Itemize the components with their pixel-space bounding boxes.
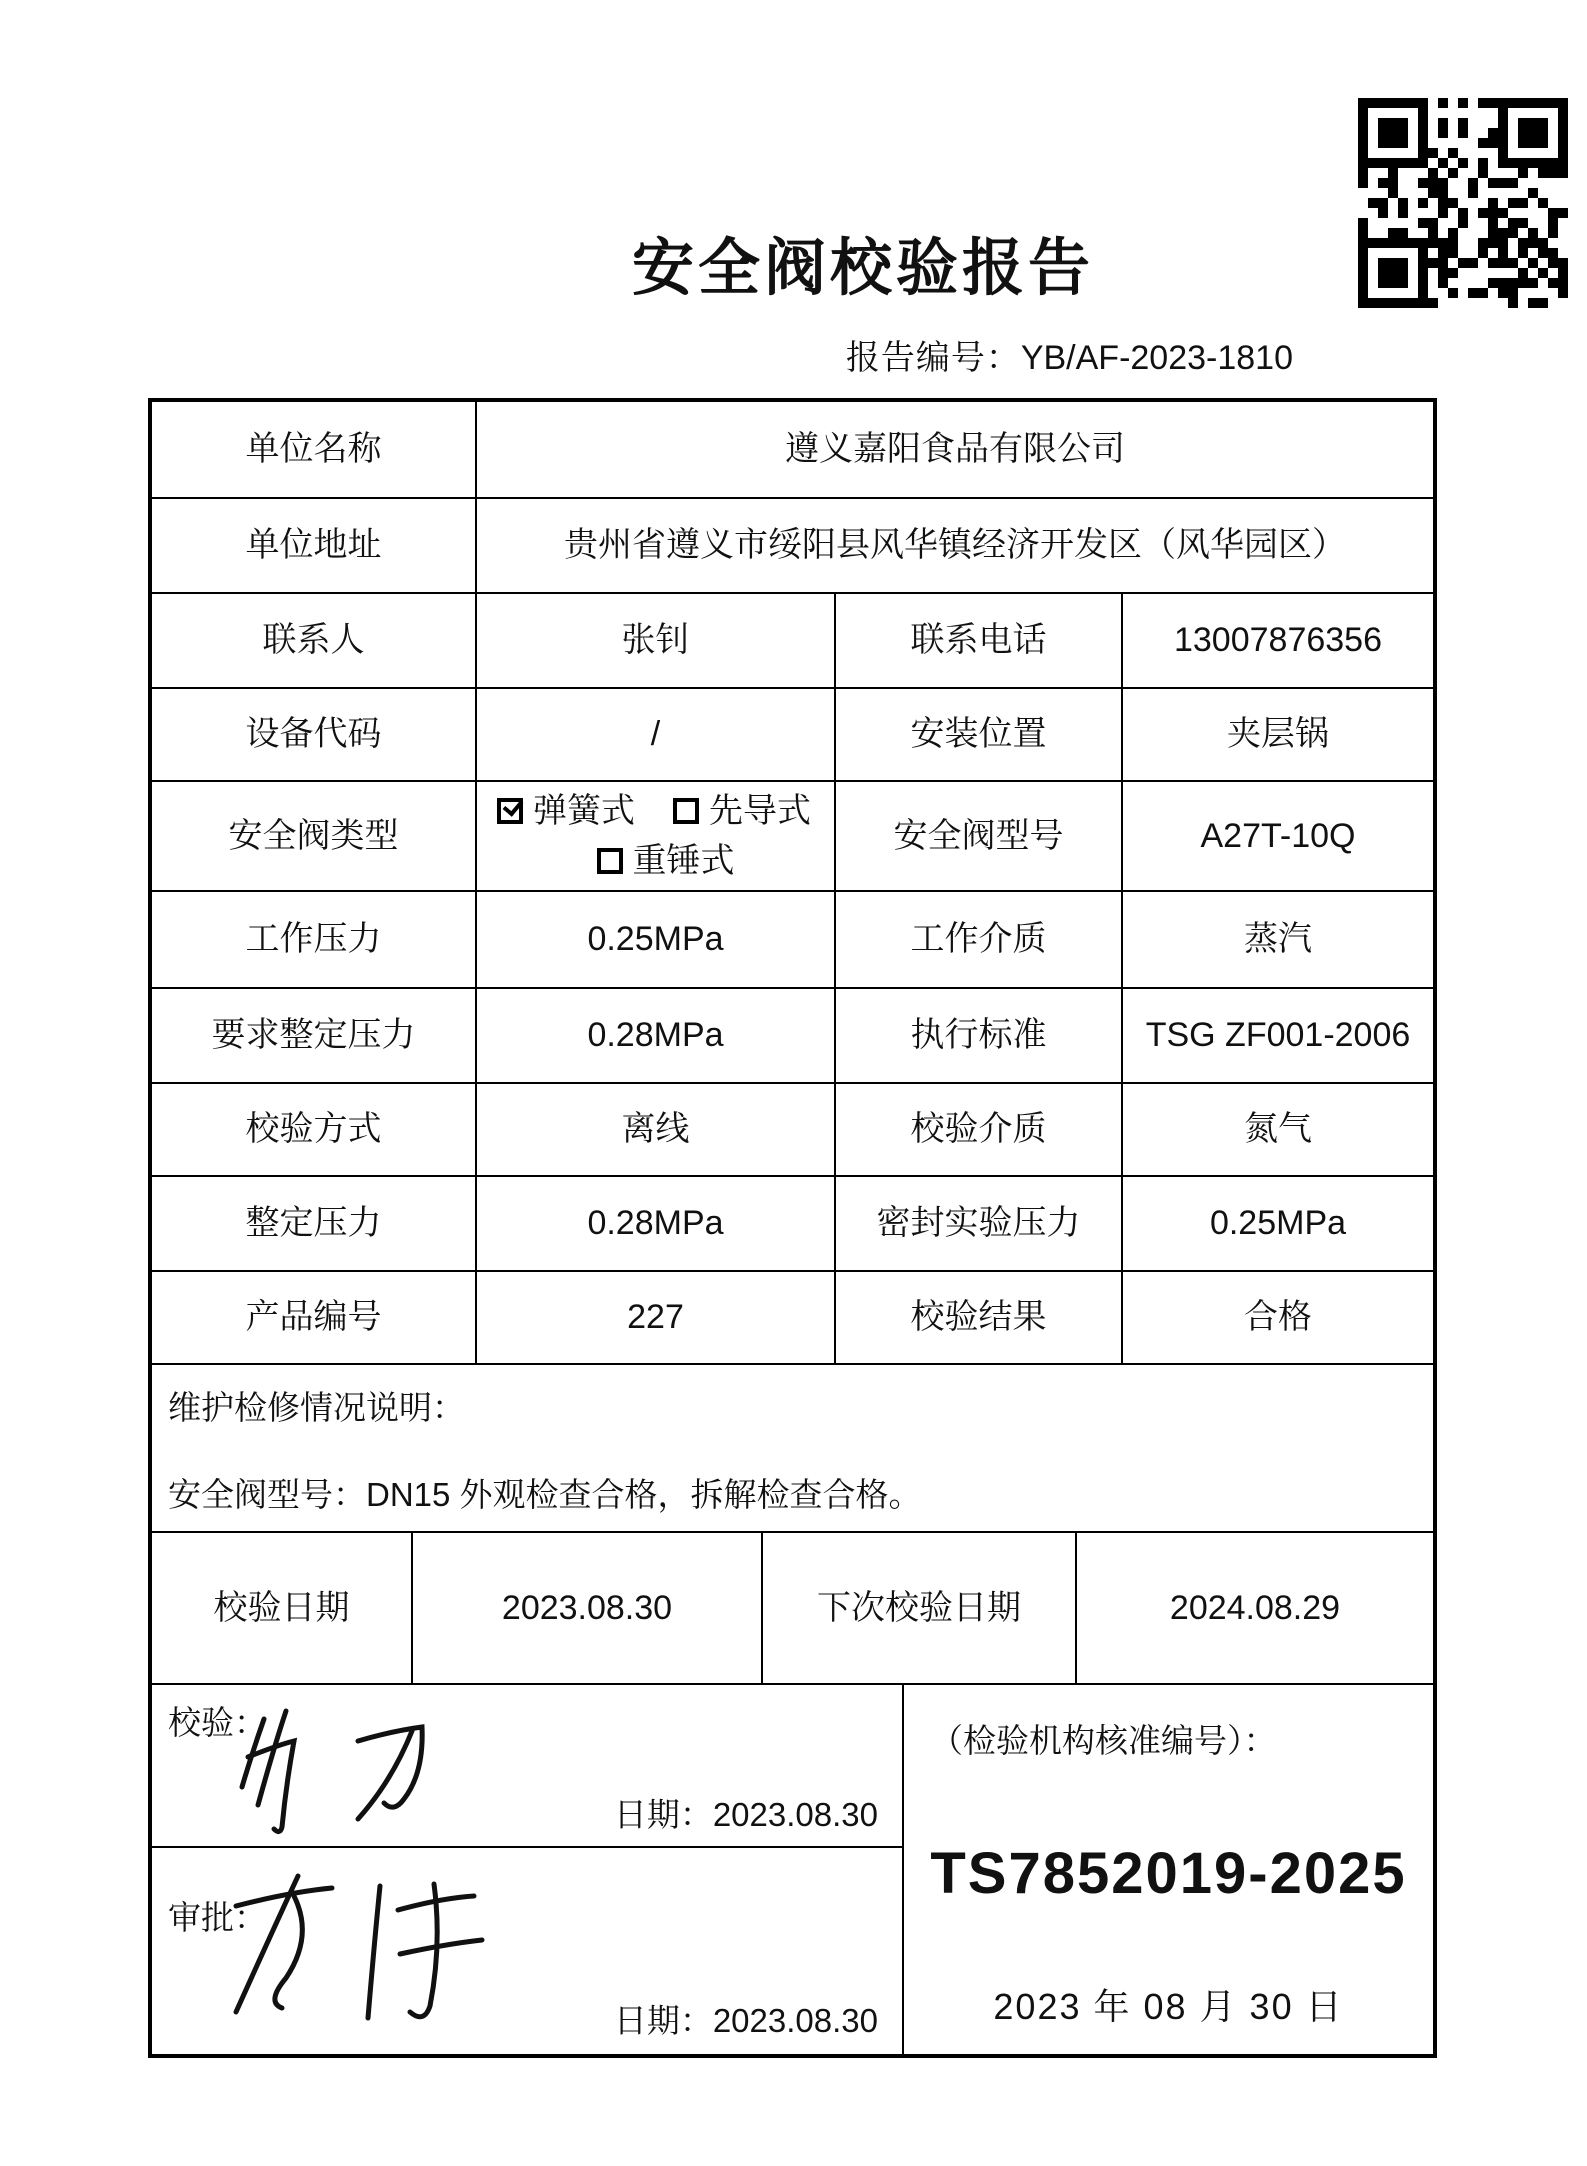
- table-row: [152, 687, 1433, 780]
- field-value-device-code: /: [475, 689, 834, 780]
- field-label-device-code: 设备代码: [245, 715, 382, 754]
- approver-cell: [152, 1846, 902, 2052]
- field-label-seal-test-pressure: 密封实验压力: [834, 1177, 1121, 1270]
- checkbox-weight-icon: [597, 848, 623, 874]
- field-label-contact: 联系人: [262, 621, 365, 660]
- verifier-cell: [152, 1685, 902, 1846]
- field-value-next-date: 2024.08.29: [1075, 1533, 1433, 1683]
- field-label-install-location: 安装位置: [834, 689, 1121, 780]
- checkbox-pilot-icon: [673, 798, 699, 824]
- report-title: 安全阀校验报告: [631, 235, 1095, 303]
- report-number: [846, 330, 1293, 379]
- approver-date: [614, 1995, 878, 2042]
- field-value-working-medium: 蒸汽: [1121, 892, 1433, 987]
- table-row: [152, 497, 1433, 592]
- checkbox-spring-checked-icon: [497, 798, 523, 824]
- field-label-unit-name: 单位名称: [245, 430, 382, 469]
- qr-code: [1358, 98, 1568, 308]
- org-cell: [902, 1685, 1433, 2054]
- field-label-next-date: 下次校验日期: [761, 1533, 1075, 1683]
- field-value-valve-type: [475, 782, 834, 890]
- field-value-contact: 张钊: [475, 594, 834, 687]
- field-value-calibration-medium: 氮气: [1121, 1084, 1433, 1175]
- field-value-product-no: 227: [475, 1272, 834, 1363]
- field-value-seal-test-pressure: 0.25MPa: [1121, 1177, 1433, 1270]
- valve-type-line1: [497, 790, 811, 833]
- field-value-install-location: 夹层锅: [1121, 689, 1433, 780]
- field-label-calibration-date: 校验日期: [213, 1588, 350, 1627]
- field-value-calibration-date: 2023.08.30: [411, 1533, 761, 1683]
- field-value-valve-model: A27T-10Q: [1121, 782, 1433, 890]
- issue-date: 2023 年 08 月 30 日: [993, 1986, 1344, 2027]
- table-row: [152, 987, 1433, 1082]
- valve-type-line2: [597, 840, 735, 883]
- report-table: [148, 398, 1437, 2058]
- table-row: [152, 1082, 1433, 1175]
- field-label-product-no: 产品编号: [245, 1298, 382, 1337]
- field-value-result: 合格: [1121, 1272, 1433, 1363]
- approver-label: 审批：: [168, 1899, 267, 1936]
- field-label-calibration-medium: 校验介质: [834, 1084, 1121, 1175]
- signoff-left: [152, 1685, 902, 2054]
- dates-row: [152, 1531, 1433, 1683]
- maintenance-title: 维护检修情况说明：: [168, 1389, 465, 1426]
- checkbox-pilot-label: 先导式: [709, 791, 811, 830]
- field-label-unit-address: 单位地址: [245, 526, 382, 565]
- table-row: [152, 1175, 1433, 1270]
- report-number-value: YB/AF-2023-1810: [1020, 339, 1293, 377]
- field-label-set-pressure: 整定压力: [245, 1204, 382, 1243]
- approver-date-value: 2023.08.30: [712, 2002, 878, 2039]
- field-value-standard: TSG ZF001-2006: [1121, 989, 1433, 1082]
- field-value-working-pressure: 0.25MPa: [475, 892, 834, 987]
- approver-signature: [202, 1862, 522, 2042]
- maintenance-text: 安全阀型号：DN15 外观检查合格，拆解检查合格。: [168, 1476, 922, 1514]
- field-label-calibration-method: 校验方式: [245, 1110, 382, 1149]
- field-label-valve-model: 安全阀型号: [834, 782, 1121, 890]
- table-row: [152, 780, 1433, 890]
- checkbox-spring-label: 弹簧式: [533, 791, 635, 830]
- table-row: [152, 402, 1433, 497]
- field-value-calibration-method: 离线: [475, 1084, 834, 1175]
- approver-date-label: 日期：: [613, 2002, 713, 2039]
- field-label-required-set-pressure: 要求整定压力: [211, 1016, 416, 1055]
- field-value-unit-name: 遵义嘉阳食品有限公司: [475, 402, 1433, 497]
- field-label-valve-type: 安全阀类型: [228, 816, 399, 855]
- field-label-result: 校验结果: [834, 1272, 1121, 1363]
- table-row: [152, 592, 1433, 687]
- verifier-date-label: 日期：: [613, 1796, 713, 1833]
- field-value-unit-address: 贵州省遵义市绥阳县风华镇经济开发区（风华园区）: [475, 499, 1433, 592]
- field-label-working-medium: 工作介质: [834, 892, 1121, 987]
- checkbox-weight-label: 重锤式: [632, 842, 735, 880]
- verifier-label: 校验：: [168, 1704, 267, 1741]
- maintenance-section: [152, 1363, 1433, 1531]
- table-row: [152, 890, 1433, 987]
- field-value-required-set-pressure: 0.28MPa: [475, 989, 834, 1082]
- field-label-phone: 联系电话: [834, 594, 1121, 687]
- report-number-label: 报告编号：: [845, 339, 1021, 377]
- org-approval-label: （检验机构核准编号）：: [930, 1722, 1277, 1759]
- field-label-standard: 执行标准: [834, 989, 1121, 1082]
- maintenance-note: [152, 1365, 1433, 1531]
- signoff-section: [152, 1683, 1433, 2054]
- verifier-date: [614, 1789, 878, 1836]
- org-approval-code: TS7852019-2025: [930, 1841, 1407, 1906]
- field-value-set-pressure: 0.28MPa: [475, 1177, 834, 1270]
- field-value-phone: 13007876356: [1121, 594, 1433, 687]
- verifier-date-value: 2023.08.30: [712, 1796, 878, 1833]
- field-label-working-pressure: 工作压力: [245, 920, 382, 959]
- table-row: [152, 1270, 1433, 1363]
- verifier-signature: [230, 1701, 490, 1841]
